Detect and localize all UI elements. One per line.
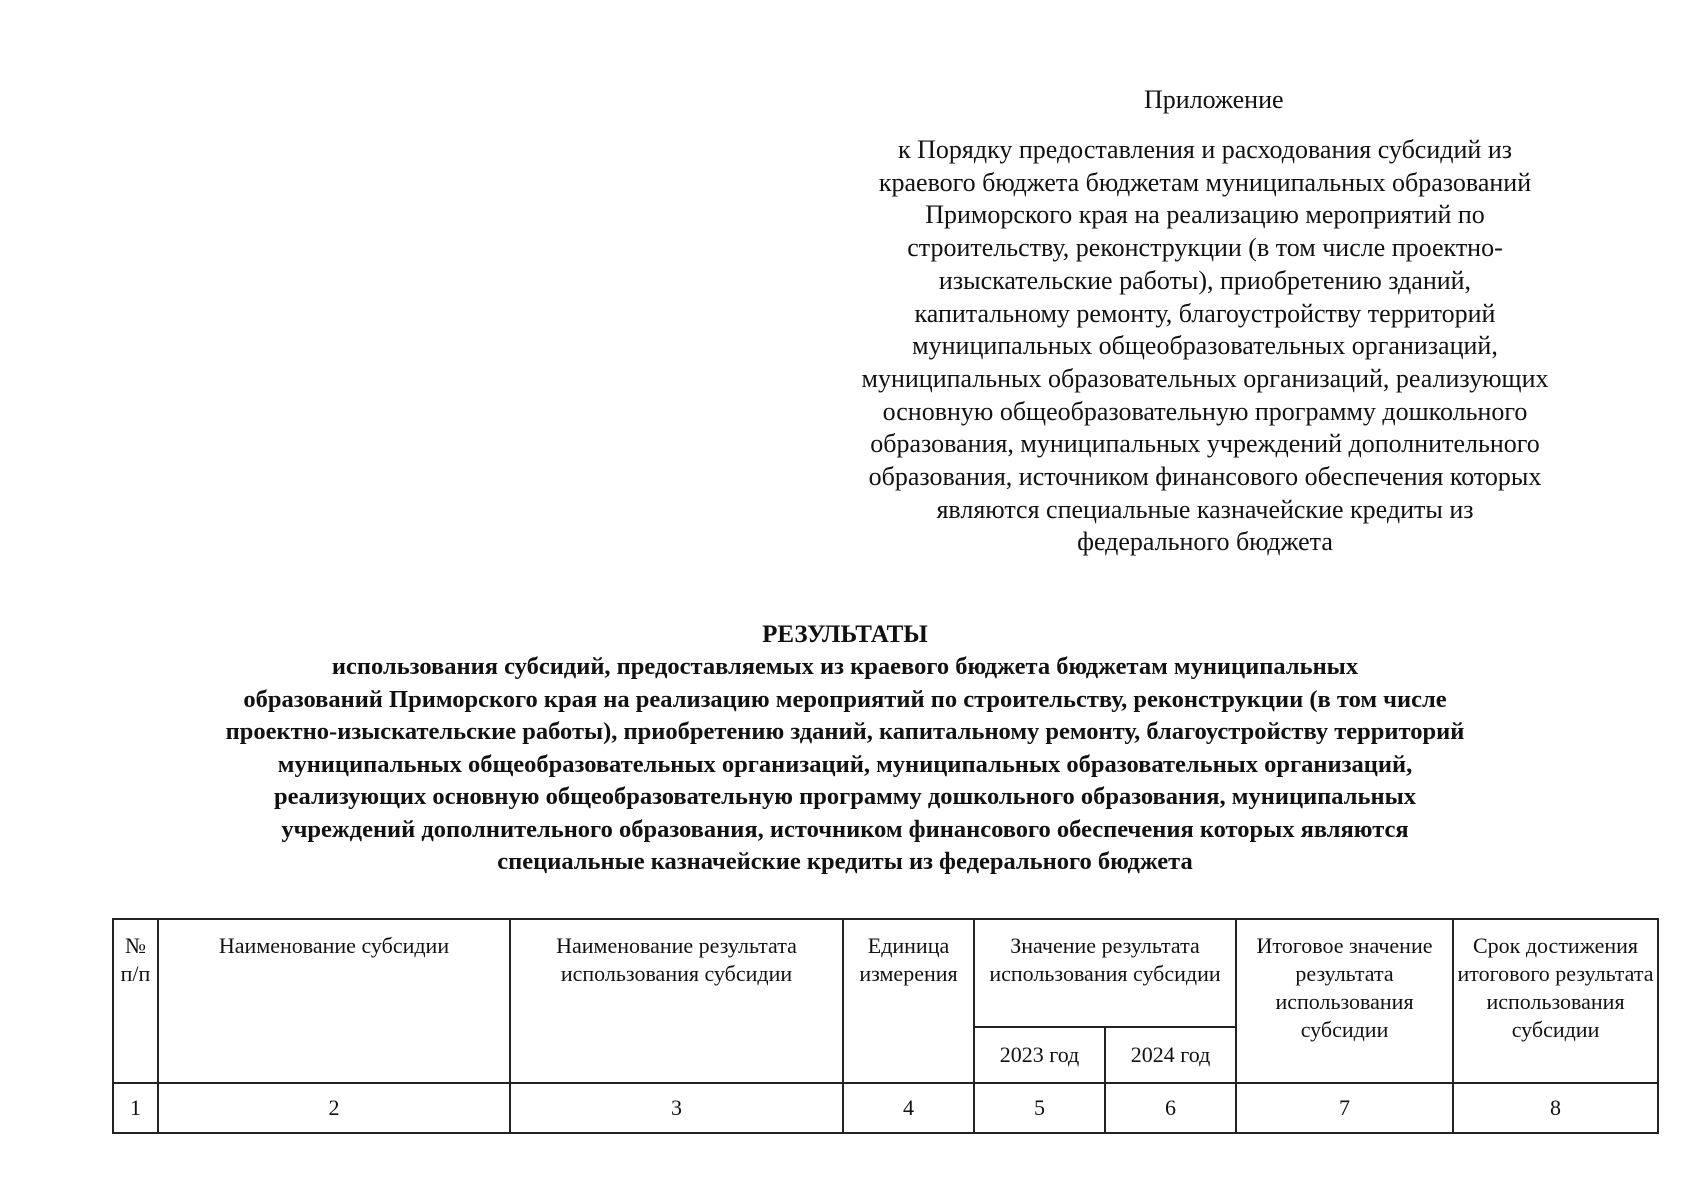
- numbering-cell: 5: [974, 1083, 1105, 1133]
- appendix-line: образования, источником финансового обеспечения которых: [868, 462, 1542, 492]
- appendix-title: Приложение: [1144, 85, 1284, 114]
- header-num: № п/п: [113, 919, 158, 1083]
- appendix-line: к Порядку предоставления и расходования субсидий из: [897, 135, 1513, 164]
- appendix-line: изыскательские работы), приобретению зданий,: [938, 265, 1472, 295]
- results-title: РЕЗУЛЬТАТЫ: [762, 621, 928, 648]
- numbering-cell: 4: [843, 1083, 974, 1133]
- numbering-cell: 7: [1236, 1083, 1453, 1133]
- appendix-line: строительству, реконструкции (в том числе проектно-: [907, 233, 1503, 263]
- numbering-cell: 2: [158, 1083, 510, 1133]
- results-subtitle-line: специальные казначейские кредиты из федерального бюджета: [497, 848, 1193, 875]
- results-subtitle-line: муниципальных общеобразовательных организаций, муниципальных образовательных организаций,: [277, 750, 1413, 778]
- appendix-line: основную общеобразовательную программу дошкольного: [882, 396, 1528, 426]
- results-subtitle-line: учреждений дополнительного образования, источником финансового обеспечения которых являются: [281, 815, 1409, 843]
- header-final-value: Итоговое значение результата использования субсидии: [1236, 919, 1453, 1083]
- results-subtitle-line: реализующих основную общеобразовательную программу дошкольного образования, муниципальных: [274, 783, 1416, 810]
- appendix-body: [820, 134, 1590, 559]
- numbering-cell: 6: [1105, 1083, 1236, 1133]
- appendix-line: Приморского края на реализацию мероприятий по: [925, 200, 1485, 230]
- results-subtitle: [100, 651, 1590, 879]
- header-unit: Единица измерения: [843, 919, 974, 1083]
- results-table: [112, 918, 1659, 1134]
- table-header-row: [113, 919, 1658, 1027]
- appendix-line: федерального бюджета: [1077, 527, 1333, 557]
- results-subtitle-line: проектно-изыскательские работы), приобретению зданий, капитальному ремонту, благоустройству территорий: [225, 718, 1465, 745]
- appendix-line: муниципальных общеобразовательных организаций,: [912, 331, 1498, 361]
- header-value: Значение результата использования субсидии: [974, 919, 1236, 1027]
- header-subsidy-name: Наименование субсидии: [158, 919, 510, 1083]
- results-subtitle-line: образований Приморского края на реализацию мероприятий по строительству, реконструкции (в том числе: [243, 685, 1447, 713]
- table-numbering-row: [113, 1083, 1658, 1133]
- numbering-cell: 8: [1453, 1083, 1658, 1133]
- numbering-cell: 1: [113, 1083, 158, 1133]
- appendix-line: краевого бюджета бюджетам муниципальных образований: [878, 167, 1532, 197]
- numbering-cell: 3: [510, 1083, 843, 1133]
- header-year-2024: 2024 год: [1105, 1027, 1236, 1083]
- appendix-line: капитальному ремонту, благоустройству территорий: [914, 298, 1496, 328]
- header-year-2023: 2023 год: [974, 1027, 1105, 1083]
- header-result-name: Наименование результата использования субсидии: [510, 919, 843, 1083]
- results-subtitle-line: использования субсидий, предоставляемых из краевого бюджета бюджетам муниципальных: [331, 653, 1359, 680]
- appendix-line: образования, муниципальных учреждений дополнительного: [870, 429, 1540, 459]
- appendix-line: муниципальных образовательных организаций, реализующих: [861, 363, 1549, 393]
- appendix-line: являются специальные казначейские кредиты из: [936, 494, 1474, 524]
- header-deadline: Срок достижения итогового результата использования субсидии: [1453, 919, 1658, 1083]
